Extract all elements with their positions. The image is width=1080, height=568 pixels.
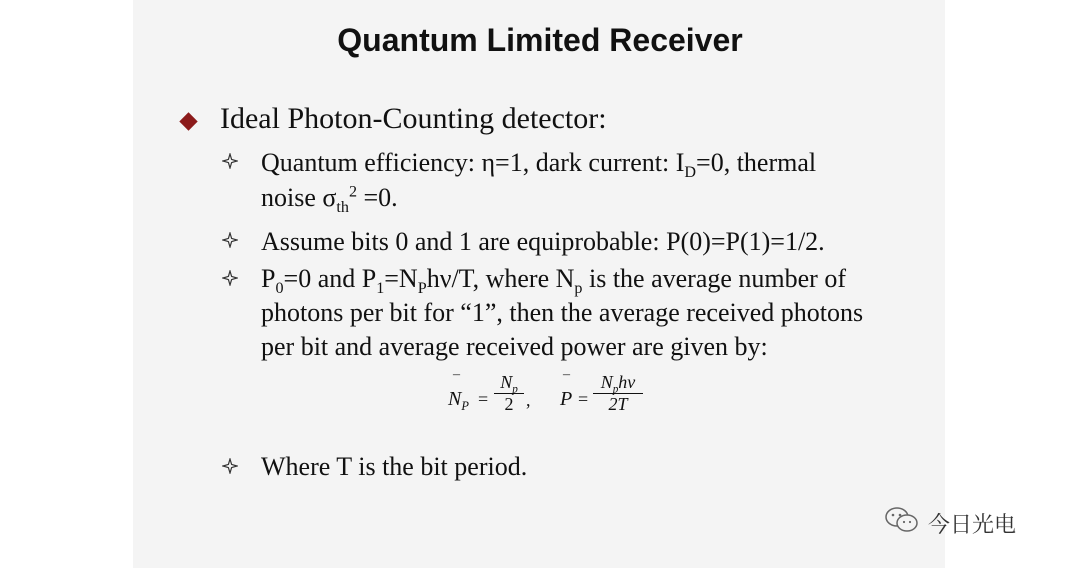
star-bullet-icon bbox=[222, 153, 238, 169]
slide-title: Quantum Limited Receiver bbox=[337, 22, 743, 58]
sub-bullet-line: noise $\sigma_{th}^2 =0$. bbox=[261, 183, 398, 217]
formula-comma: , bbox=[526, 390, 531, 410]
formula-n-frac bbox=[494, 372, 524, 415]
formula-eq: = bbox=[578, 389, 589, 409]
sub-bullet-line: Quantum efficiency: η=1, dark current: $I_D=0$, thermal bbox=[261, 148, 817, 182]
formula bbox=[448, 368, 658, 430]
star-bullet-icon bbox=[222, 232, 238, 248]
sub-bullet-line: $P_0=0$ and $P_1=N_Ph\nu/T$, where $N_p$ is the average number of bbox=[261, 264, 846, 298]
watermark bbox=[884, 506, 1016, 540]
formula-n-den: 2 bbox=[504, 394, 514, 414]
formula-p-frac bbox=[593, 372, 643, 415]
formula-eq: = bbox=[478, 389, 489, 409]
sub-bullet-line: photons per bit for “1”, then the average received photons bbox=[261, 298, 864, 327]
star-bullet-icon bbox=[222, 458, 238, 474]
sub-bullet-line: per bit and average received power are given by: bbox=[261, 332, 768, 361]
formula-p-lhs: ¯ P bbox=[560, 374, 573, 410]
formula-p-num: $N_ph\nu$ bbox=[600, 372, 636, 396]
formula-n-num: $N_p$ bbox=[500, 372, 518, 396]
watermark-text: 今日光电 bbox=[928, 512, 1017, 538]
main-bullet-text: Ideal Photon-Counting detector: bbox=[220, 102, 607, 135]
star-bullet-icon bbox=[222, 270, 238, 286]
sub-bullet-line: Where T is the bit period. bbox=[261, 452, 528, 481]
wechat-icon bbox=[884, 506, 920, 540]
sub-bullet-line: Assume bits 0 and 1 are equiprobable: P(0)=P(1)=1/2. bbox=[261, 227, 825, 256]
formula-n-lhs: ¯ $N_P$ bbox=[448, 374, 469, 413]
formula-p-den: 2T bbox=[608, 394, 628, 414]
